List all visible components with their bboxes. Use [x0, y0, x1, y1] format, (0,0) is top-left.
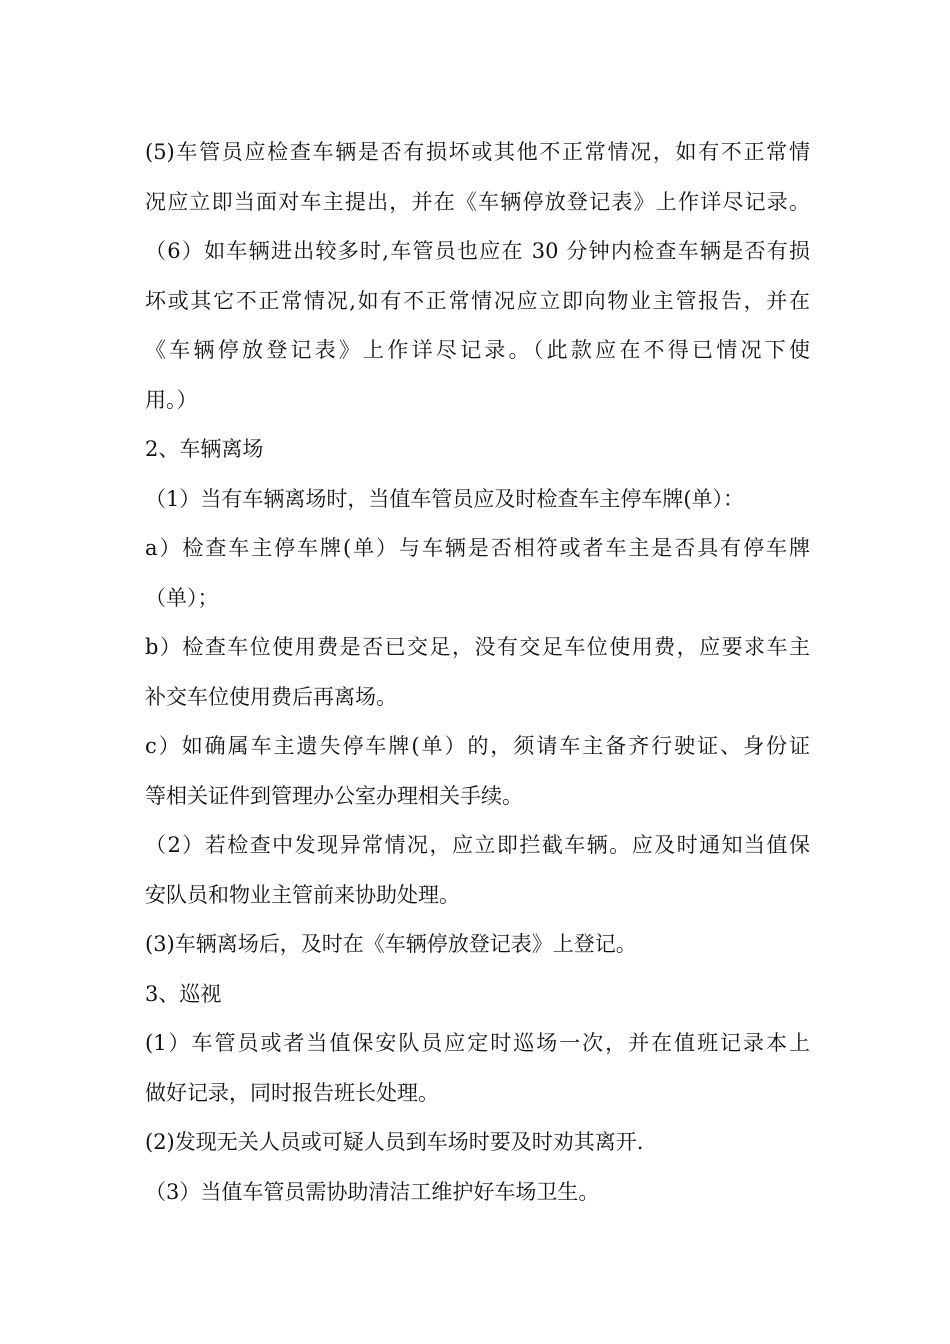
text-line: 坏或其它不正常情况,如有不正常情况应立即向物业主管报告，并在 — [145, 288, 810, 313]
text-line: b）检查车位使用费是否已交足，没有交足车位使用费，应要求车主 — [145, 635, 810, 659]
text-line: 做好记录，同时报告班长处理。 — [145, 1080, 439, 1105]
text-line: 补交车位使用费后再离场。 — [145, 684, 397, 709]
text-line: 3、巡视 — [145, 981, 222, 1006]
document-body — [145, 128, 810, 1217]
text-line: 用。） — [145, 387, 198, 412]
text-line: a）检查车主停车牌(单）与车辆是否相符或者车主是否具有停车牌 — [145, 536, 810, 560]
text-line: 《车辆停放登记表》上作详尽记录。（此款应在不得已情况下使 — [145, 338, 810, 362]
text-line: （1）当有车辆离场时，当值车管员应及时检查车主停车牌(单）： — [145, 486, 745, 511]
text-line: 等相关证件到管理办公室办理相关手续。 — [145, 783, 523, 808]
text-line: 安队员和物业主管前来协助处理。 — [145, 882, 460, 907]
text-line: c）如确属车主遗失停车牌(单）的，须请车主备齐行驶证、身份证 — [145, 734, 810, 758]
text-line: （3）当值车管员需协助清洁工维护好车场卫生。 — [145, 1179, 600, 1204]
text-line: (3)车辆离场后，及时在《车辆停放登记表》上登记。 — [145, 932, 637, 956]
text-line: (5)车管员应检查车辆是否有损坏或其他不正常情况，如有不正常情 — [145, 140, 810, 164]
text-line: (2)发现无关人员或可疑人员到车场时要及时劝其离开. — [145, 1130, 644, 1154]
text-line: 2、车辆离场 — [145, 437, 264, 461]
text-line: （2）若检查中发现异常情况，应立即拦截车辆。应及时通知当值保 — [145, 833, 810, 857]
text-line: 况应立即当面对车主提出，并在《车辆停放登记表》上作详尽记录。 — [145, 189, 810, 214]
text-line: (1）车管员或者当值保安队员应定时巡场一次，并在值班记录本上 — [145, 1031, 810, 1055]
text-line: （单）； — [145, 585, 219, 610]
text-line: （6）如车辆进出较多时,车管员也应在 30 分钟内检查车辆是否有损 — [145, 239, 810, 263]
